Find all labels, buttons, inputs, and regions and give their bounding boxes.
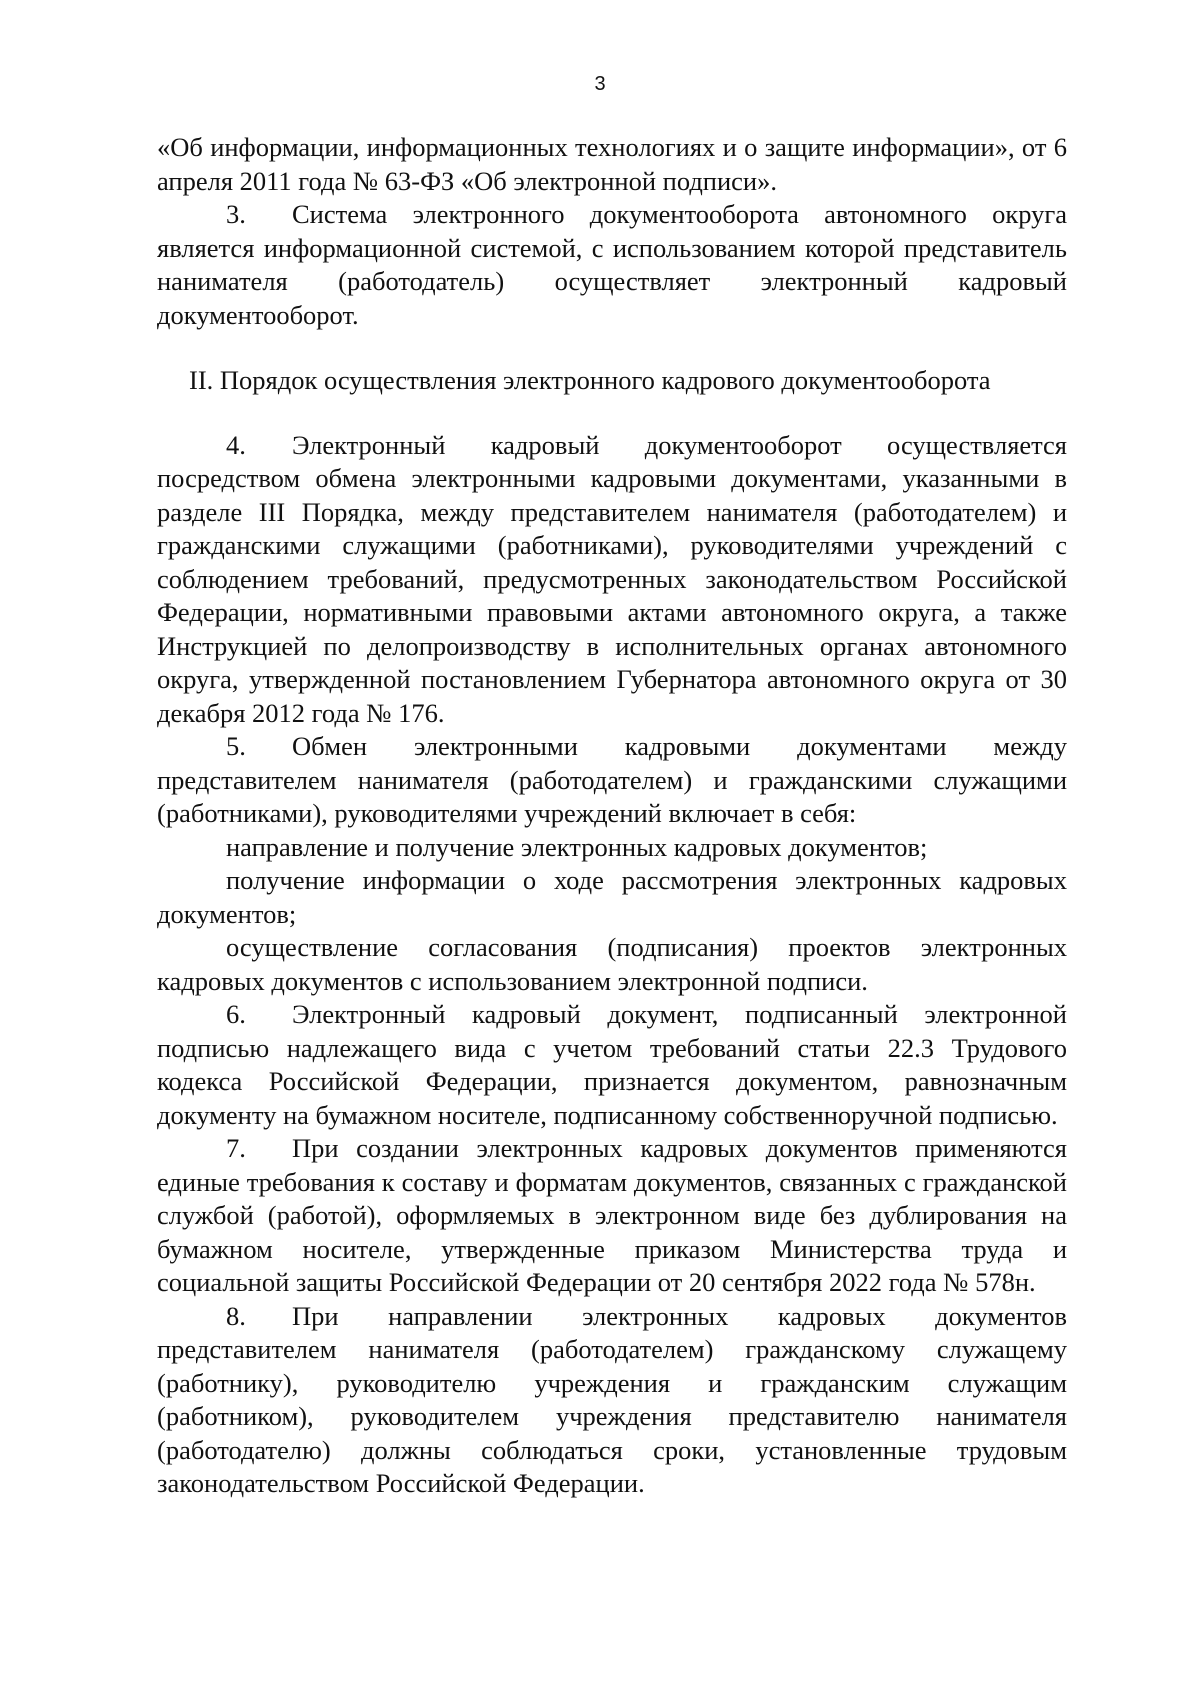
paragraph-text: осуществление согласования (подписания) проектов электронных кадровых документов с использованием электронной подписи. [157, 932, 1067, 996]
paragraph-text: Обмен электронными кадровыми документами между представителем нанимателя (работодателем) и гражданскими служащими (работниками), руководителями учреждений включает в себя: [157, 731, 1067, 828]
paragraph-number: 6. [226, 999, 246, 1029]
document-body [157, 131, 1067, 1501]
paragraph-continuation [157, 131, 1067, 198]
paragraph-number: 7. [226, 1133, 246, 1163]
list-item [157, 931, 1067, 998]
paragraph-3 [157, 198, 1067, 332]
paragraph-text: «Об информации, информационных технологиях и о защите информации», от 6 апреля 2011 года № 63-ФЗ «Об электронной подписи». [157, 132, 1067, 196]
paragraph-text: Электронный кадровый документ, подписанный электронной подписью надлежащего вида с учетом требований статьи 22.3 Трудового кодекса Российской Федерации, признается документом, равнозначным документу на бумажном носителе, подписанному собственноручной подписью. [157, 999, 1067, 1130]
paragraph-6 [157, 998, 1067, 1132]
paragraph-7 [157, 1132, 1067, 1300]
paragraph-4 [157, 429, 1067, 731]
paragraph-number: 8. [226, 1300, 246, 1331]
page-number: 3 [594, 73, 606, 95]
paragraph-8 [157, 1300, 1067, 1501]
section-heading: II. Порядок осуществления электронного кадрового документооборота [189, 365, 991, 395]
paragraph-text: получение информации о ходе рассмотрения электронных кадровых документов; [157, 865, 1067, 929]
paragraph-number: 4. [226, 429, 246, 460]
paragraph-number: 3. [226, 199, 246, 229]
paragraph-number: 5. [226, 731, 246, 761]
paragraph-text: При создании электронных кадровых документов применяются единые требования к составу и форматам документов, связанных с гражданской службой (работой), оформляемых в электронном виде без дублирования на бумажном носителе, утвержденные приказом Министерства труда и социальной защиты Российской Федерации от 20 сентября 2022 года № 578н. [157, 1133, 1067, 1297]
paragraph-text: При направлении электронных кадровых документов представителем нанимателя (работодателем) гражданскому служащему (работнику), руководителю учреждения и гражданским служащим (работником), руководителем учреждения представителю нанимателя (работодателю) должны соблюдаться сроки, установленные трудовым законодательством Российской Федерации. [157, 1300, 1067, 1498]
paragraph-text: направление и получение электронных кадровых документов; [226, 831, 928, 862]
paragraph-5 [157, 730, 1067, 831]
list-item [157, 831, 1067, 865]
paragraph-text: Электронный кадровый документооборот осуществляется посредством обмена электронными кадровыми документами, указанными в разделе III Порядка, между представителем нанимателя (работодателем) и гражданскими служащими (работниками), руководителями учреждений с соблюдением требований, предусмотренных законодательством Российской Федерации, нормативными правовыми актами автономного округа, а также Инструкцией по делопроизводству в исполнительных органах автономного округа, утвержденной постановлением Губернатора автономного округа от 30 декабря 2012 года № 176. [157, 429, 1067, 728]
list-item [157, 864, 1067, 931]
paragraph-text: Система электронного документооборота автономного округа является информационной системой, с использованием которой представитель нанимателя (работодатель) осуществляет электронный кадровый документооборот. [157, 199, 1067, 330]
